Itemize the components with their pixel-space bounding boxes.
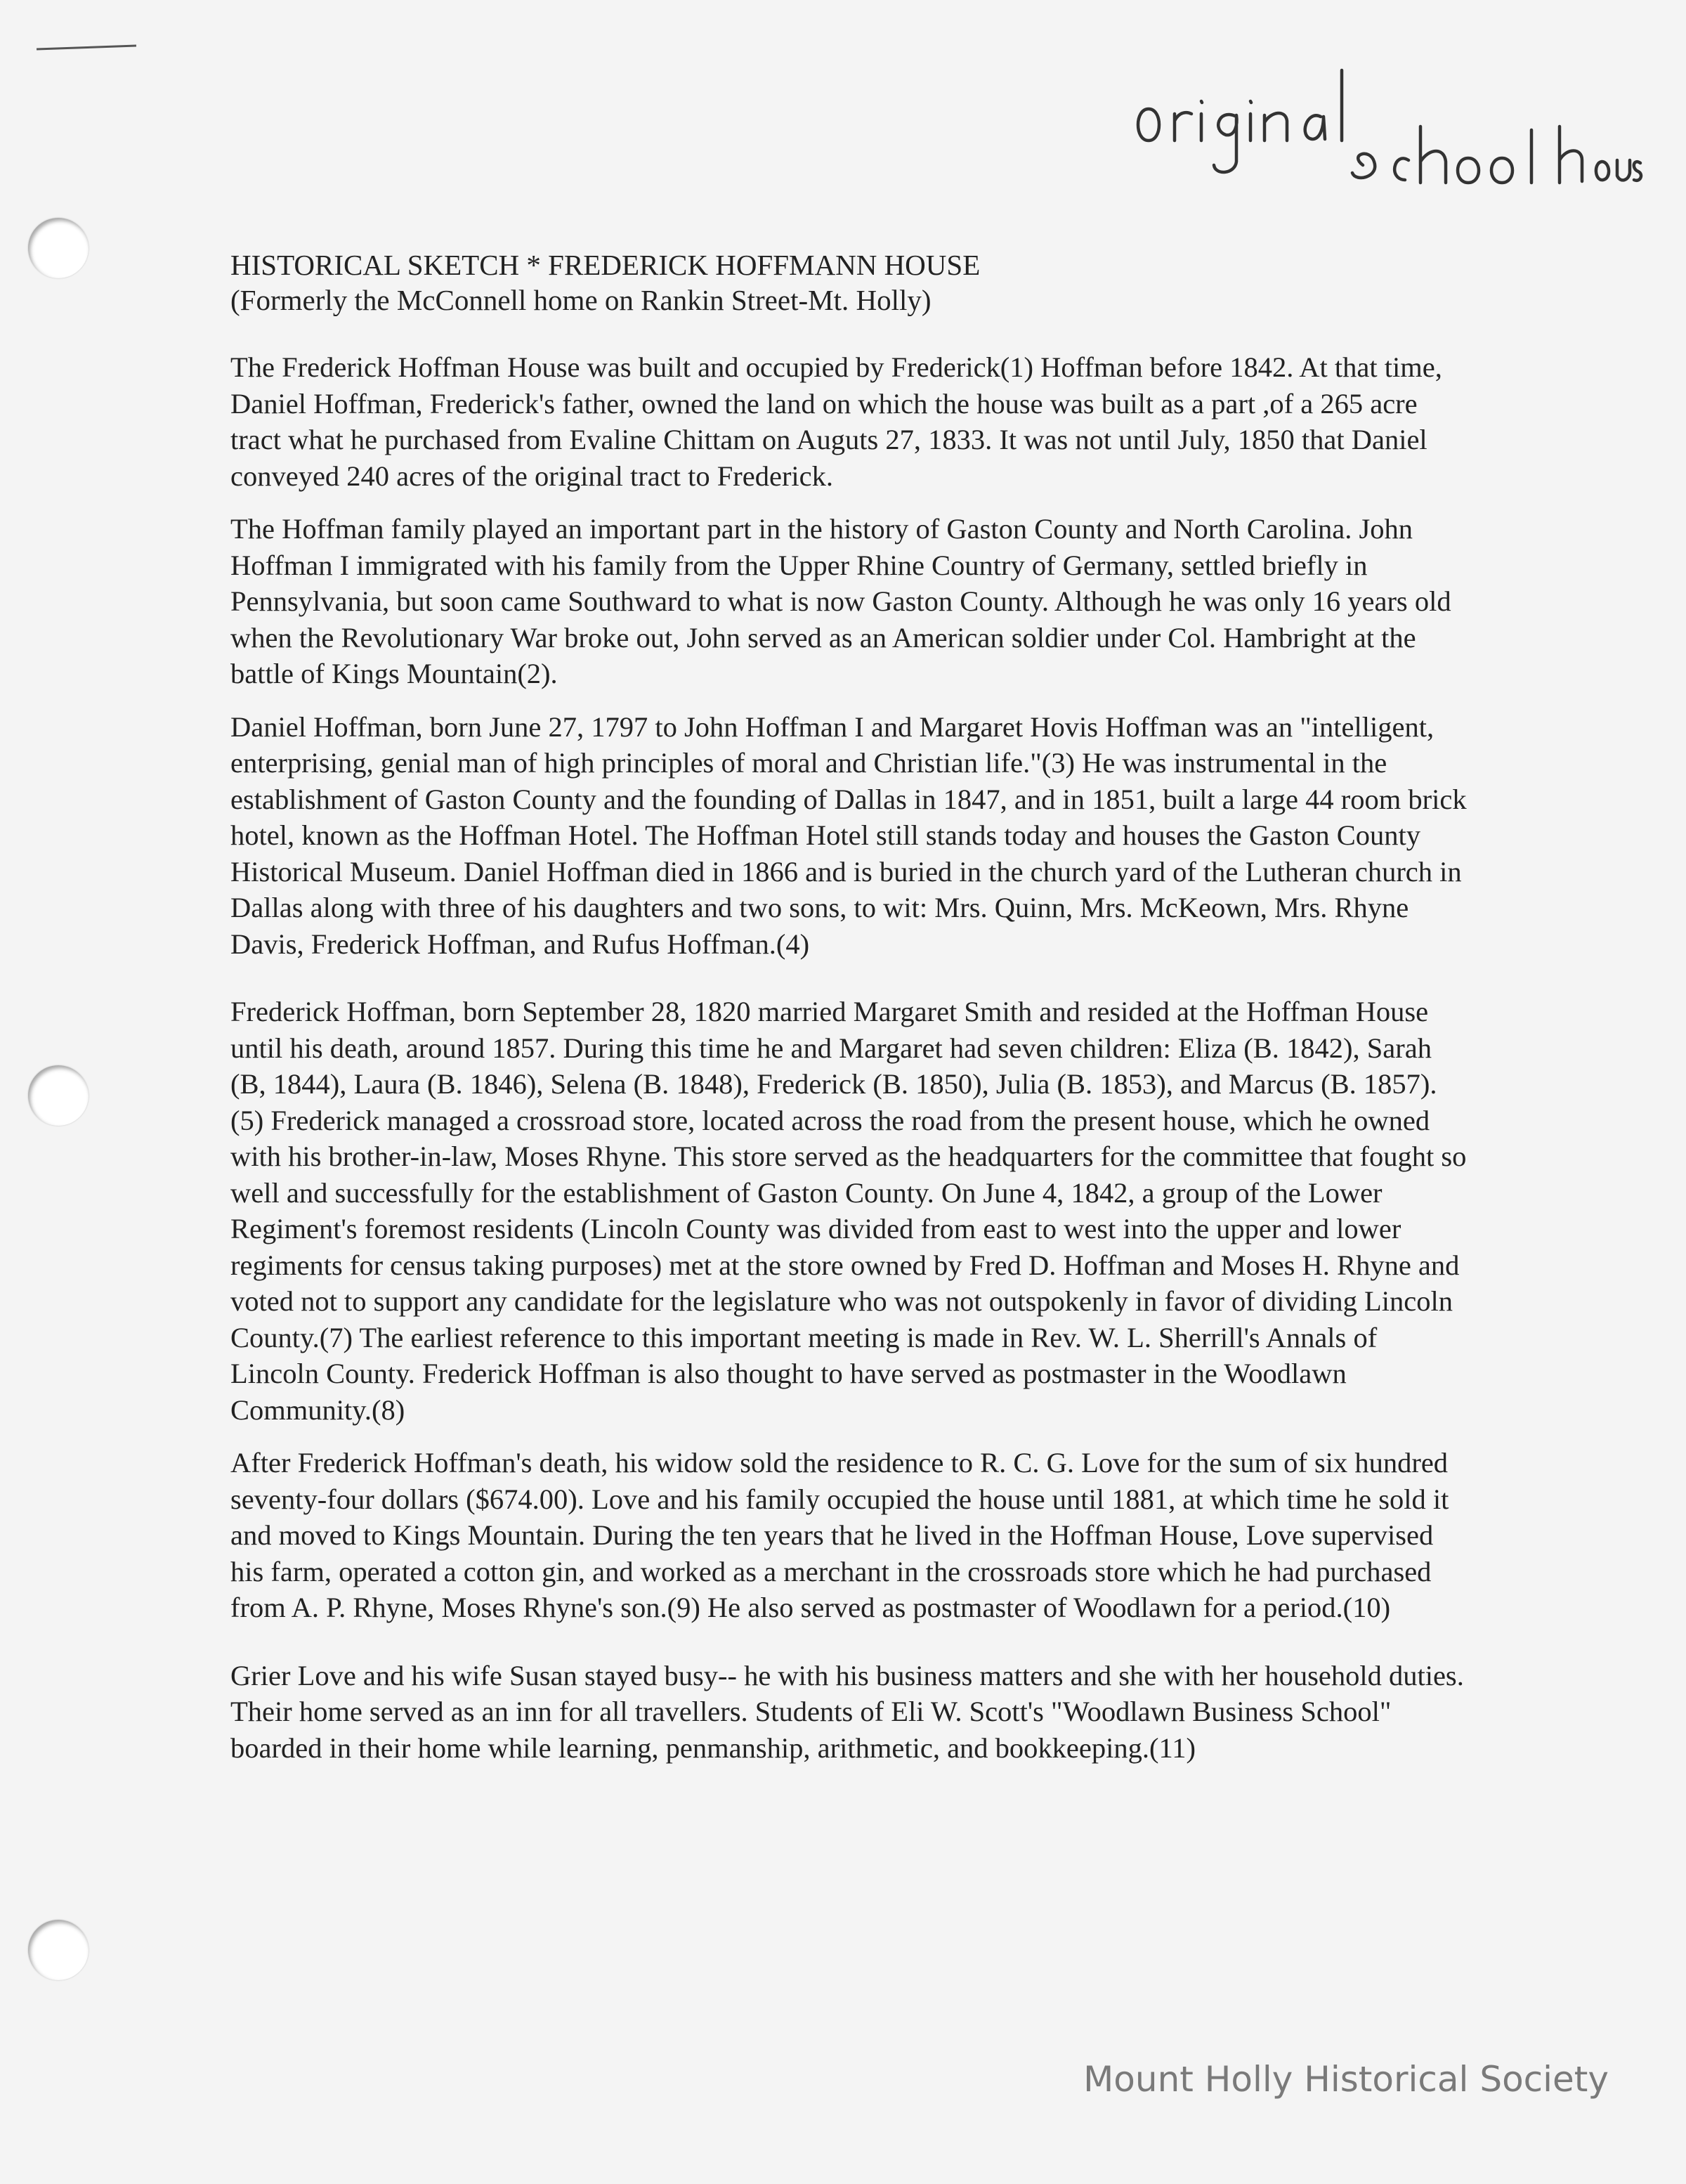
handwritten-note: [1110, 42, 1644, 204]
binder-hole: [28, 1920, 89, 1980]
document-title: HISTORICAL SKETCH * FREDERICK HOFFMANN HOUSE: [230, 249, 981, 281]
paragraph: The Frederick Hoffman House was built and occupied by Frederick(1) Hoffman before 1842. At that time, Daniel Hoffman, Frederick's father, owned the land on which the house was built as a part ,of a 265 acre tract what he purchased from Evaline Chittam on Auguts 27, 1833. It was not until July, 1850 that Daniel conveyed 240 acres of the original tract to Frederick.: [230, 351, 1442, 492]
paragraph: Daniel Hoffman, born June 27, 1797 to John Hoffman I and Margaret Hovis Hoffman was an "intelligent, enterprising, genial man of high principles of moral and Christian life."(3) He was instrumental in the establishment of Gaston County and the founding of Dallas in 1847, and in 1851, built a large 44 room brick hotel, known as the Hoffman Hotel. The Hoffman Hotel still stands today and houses the Gaston County Historical Museum. Daniel Hoffman died in 1866 and is buried in the church yard of the Lutheran church in Dallas along with three of his daughters and two sons, to wit: Mrs. Quinn, Mrs. McKeown, Mrs. Rhyne Davis, Frederick Hoffman, and Rufus Hoffman.(4): [230, 710, 1467, 960]
document-body: [230, 247, 1467, 1783]
binder-hole: [28, 1065, 89, 1126]
binder-hole: [28, 218, 89, 278]
watermark: Mount Holly Historical Society: [1083, 2059, 1609, 2100]
title-block: [230, 247, 1467, 318]
paragraph: Frederick Hoffman, born September 28, 1820 married Margaret Smith and resided at the Hoffman House until his death, around 1857. During this time he and Margaret had seven children: Eliza (B. 1842), Sarah (B, 1844), Laura (B. 1846), Selena (B. 1848), Frederick (B. 1850), Julia (B. 1853), and Marcus (B. 1857).(5) Frederick managed a crossroad store, located across the road from the present house, which he owned with his brother-in-law, Moses Rhyne. This store served as the headquarters for the committee that fought so well and successfully for the establishment of Gaston County. On June 4, 1842, a group of the Lower Regiment's foremost residents (Lincoln County was divided from east to west into the upper and lower regiments for census taking purposes) met at the store owned by Fred D. Hoffman and Moses H. Rhyne and voted not to support any candidate for the legislature who was not outspokenly in favor of dividing Lincoln County.(7) The earliest reference to this important meeting is made in Rev. W. L. Sherrill's Annals of Lincoln County. Frederick Hoffman is also thought to have served as postmaster in the Woodlawn Community.(8): [230, 996, 1467, 1426]
paragraph: After Frederick Hoffman's death, his widow sold the residence to R. C. G. Love for the sum of six hundred seventy-four dollars ($674.00). Love and his family occupied the house until 1881, at which time he sold it and moved to Kings Mountain. During the ten years that he lived in the Hoffman House, Love supervised his farm, operated a cotton gin, and worked as a merchant in the crossroads store which he had purchased from A. P. Rhyne, Moses Rhyne's son.(9) He also served as postmaster of Woodlawn for a period.(10): [230, 1447, 1449, 1623]
document-subtitle: (Formerly the McConnell home on Rankin Street-Mt. Holly): [230, 284, 932, 316]
paragraph: The Hoffman family played an important part in the history of Gaston County and North Carolina. John Hoffman I immigrated with his family from the Upper Rhine Country of Germany, settled briefly in Pennsylvania, but soon came Southward to what is now Gaston County. Although he was only 16 years old when the Revolutionary War broke out, John served as an American soldier under Col. Hambright at the battle of Kings Mountain(2).: [230, 513, 1451, 689]
pen-mark: [37, 45, 136, 51]
paragraph: Grier Love and his wife Susan stayed busy-- he with his business matters and she with her household duties. Their home served as an inn for all travellers. Students of Eli W. Scott's "Woodlawn Business School" boarded in their home while learning, penmanship, arithmetic, and bookkeeping.(11): [230, 1659, 1464, 1764]
